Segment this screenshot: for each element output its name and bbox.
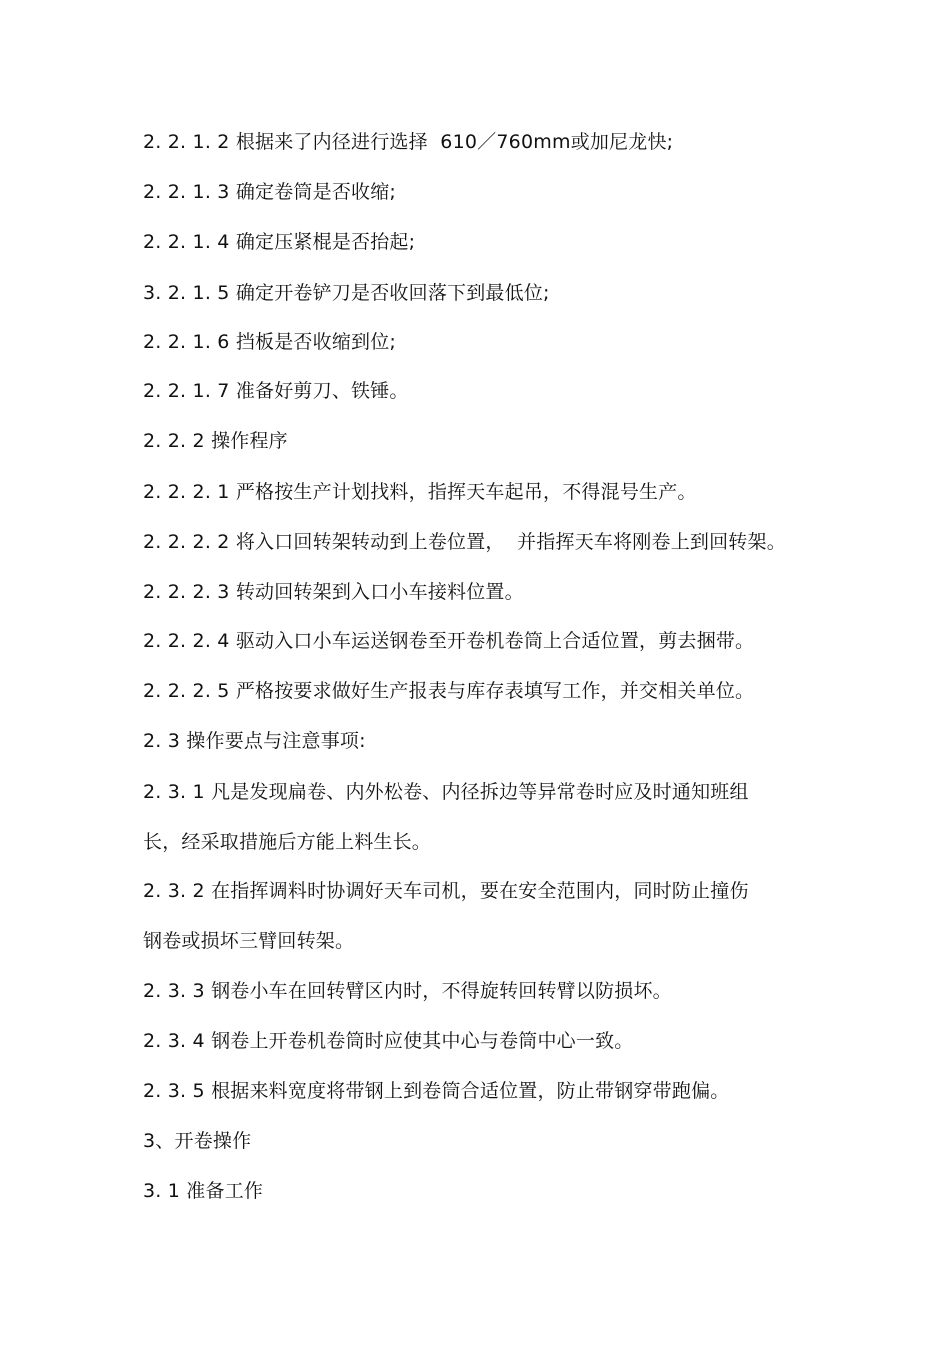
text-line-2-2-2-3: 2. 2. 2. 3 转动回转架到入口小车接料位置。 — [143, 581, 524, 603]
text-line-2-3-2-continued: 钢卷或损坏三臂回转架。 — [143, 930, 355, 952]
text-line-2-3-1-continued: 长，经采取措施后方能上料生长。 — [143, 831, 432, 853]
section-heading-3: 3、开卷操作 — [143, 1130, 252, 1152]
text-line-2-3-4: 2. 3. 4 钢卷上开卷机卷筒时应使其中心与卷筒中心一致。 — [143, 1030, 634, 1052]
text-line-2-3-3: 2. 3. 3 钢卷小车在回转臂区内时，不得旋转回转臂以防损坏。 — [143, 980, 672, 1002]
section-heading-3-1: 3. 1 准备工作 — [143, 1180, 264, 1202]
section-heading-2-2-2: 2. 2. 2 操作程序 — [143, 430, 288, 452]
text-line-2-2-2-1: 2. 2. 2. 1 严格按生产计划找料，指挥天车起吊，不得混号生产。 — [143, 481, 697, 503]
text-line-2-2-1-4: 2. 2. 1. 4 确定压紧棍是否抬起; — [143, 231, 416, 253]
text-line-2-2-1-7: 2. 2. 1. 7 准备好剪刀、铁锤。 — [143, 380, 409, 402]
text-line-2-3-5: 2. 3. 5 根据来料宽度将带钢上到卷筒合适位置，防止带钢穿带跑偏。 — [143, 1080, 730, 1102]
text-line-2-2-1-2: 2. 2. 1. 2 根据来了内径进行选择 610／760mm或加尼龙快; — [143, 131, 674, 153]
text-line-2-3-2: 2. 3. 2 在指挥调料时协调好天车司机，要在安全范围内，同时防止撞伤 — [143, 880, 749, 902]
text-line-2-2-2-2: 2. 2. 2. 2 将入口回转架转动到上卷位置， 并指挥天车将刚卷上到回转架。 — [143, 531, 786, 553]
section-heading-2-3: 2. 3 操作要点与注意事项: — [143, 730, 366, 752]
text-line-2-2-2-4: 2. 2. 2. 4 驱动入口小车运送钢卷至开卷机卷筒上合适位置，剪去捆带。 — [143, 630, 755, 652]
text-line-2-2-1-6: 2. 2. 1. 6 挡板是否收缩到位; — [143, 331, 397, 353]
text-line-2-3-1: 2. 3. 1 凡是发现扁卷、内外松卷、内径拆边等异常卷时应及时通知班组 — [143, 781, 749, 803]
text-line-2-2-1-3: 2. 2. 1. 3 确定卷筒是否收缩; — [143, 181, 397, 203]
text-line-3-2-1-5: 3. 2. 1. 5 确定开卷铲刀是否收回落下到最低位; — [143, 282, 550, 304]
text-line-2-2-2-5: 2. 2. 2. 5 严格按要求做好生产报表与库存表填写工作，并交相关单位。 — [143, 680, 755, 702]
